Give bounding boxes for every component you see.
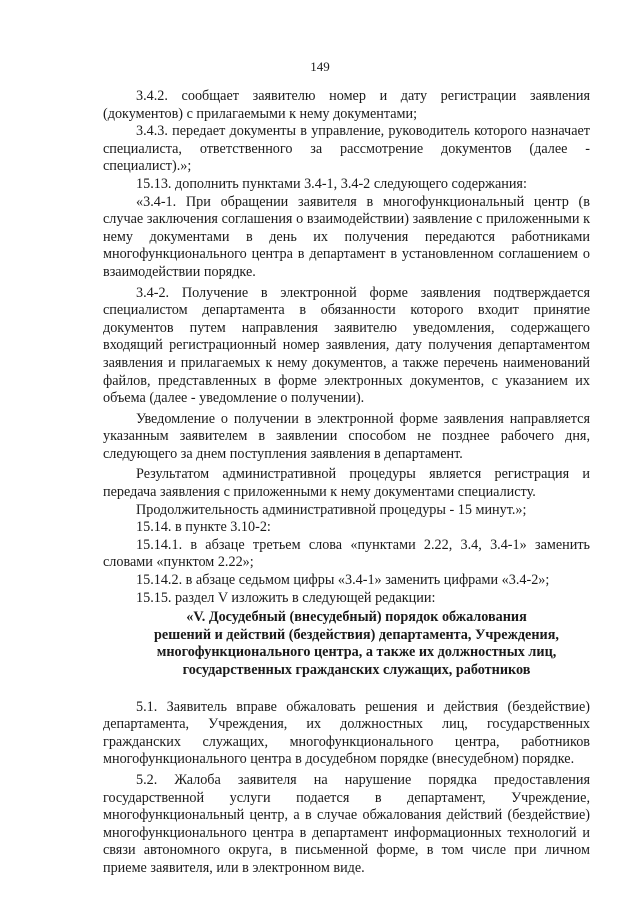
paragraph-3-4-2-electronic: 3.4-2. Получение в электронной форме заявления подтверждается специалистом департамента в обязанности которого входит принятие документов путем направления заявителю уведомления, содержащего входящий регистрационный номер заявления, дату получения департаментом заявления и прилагаемых к нему документов, а также перечень наименований файлов, представленных в форме электронных документов, с указанием их объема (далее - уведомление о получении).	[103, 284, 590, 407]
section-heading-line-1: «V. Досудебный (внесудебный) порядок обжалования	[186, 609, 527, 626]
page-number: 149	[310, 59, 330, 74]
paragraph-15-14: 15.14. в пункте 3.10-2:	[136, 519, 271, 536]
paragraph-15-14-1: 15.14.1. в абзаце третьем слова «пунктами 2.22, 3.4, 3.4-1» заменить словами «пунктом 2.22»;	[103, 536, 590, 571]
paragraph-15-13: 15.13. дополнить пунктами 3.4-1, 3.4-2 следующего содержания:	[136, 175, 527, 192]
paragraph-duration: Продолжительность административной процедуры - 15 минут.»;	[136, 501, 527, 518]
paragraph-3-4-3: 3.4.3. передает документы в управление, руководитель которого назначает специалиста, ответственного за рассмотрение документов (далее - специалист).»;	[103, 123, 590, 175]
paragraph-5-1: 5.1. Заявитель вправе обжаловать решения и действия (бездействие) департамента, Учреждения, их должностных лиц, государственных гражданских служащих, многофункционального центра, работников многофункционального центра в досудебном порядке (внесудебном) порядке.	[103, 698, 590, 768]
paragraph-3-4-1: «3.4-1. При обращении заявителя в многофункциональный центр (в случае заключения соглашения о взаимодействии) заявление с приложенными к нему документами в день их получения передаются работниками многофункционального центра в департамент в установленном соглашением о взаимодействии порядке.	[103, 193, 590, 280]
paragraph-5-2: 5.2. Жалоба заявителя на нарушение порядка предоставления государственной услуги подается в департамент, Учреждение, многофункциональный центр, а в случае обжалования действий (бездействие) многофункционального центра в департамент информационных технологий и связи автономного округа, в письменной форме, в том числе при личном приеме заявителя, или в электронном виде.	[103, 771, 590, 876]
paragraph-3-4-2: 3.4.2. сообщает заявителю номер и дату регистрации заявления (документов) с прилагаемыми к нему документами;	[103, 88, 590, 122]
paragraph-15-14-2: 15.14.2. в абзаце седьмом цифры «3.4-1» заменить цифрами «3.4-2»;	[136, 572, 550, 589]
paragraph-notification: Уведомление о получении в электронной форме заявления направляется указанным заявителем в заявлении способом не позднее рабочего дня, следующего за днем поступления заявления в департамент.	[103, 410, 590, 462]
document-body	[103, 88, 590, 878]
section-heading-line-2: решений и действий (бездействия) департамента, Учреждения,	[154, 626, 559, 643]
paragraph-result: Результатом административной процедуры является регистрация и передача заявления с приложенными к нему документами специалисту.	[103, 466, 590, 501]
paragraph-15-15: 15.15. раздел V изложить в следующей редакции:	[136, 589, 436, 606]
section-heading-line-3: многофункционального центра, а также их должностных лиц,	[156, 644, 557, 661]
section-heading-line-4: государственных гражданских служащих, работников	[182, 662, 531, 678]
